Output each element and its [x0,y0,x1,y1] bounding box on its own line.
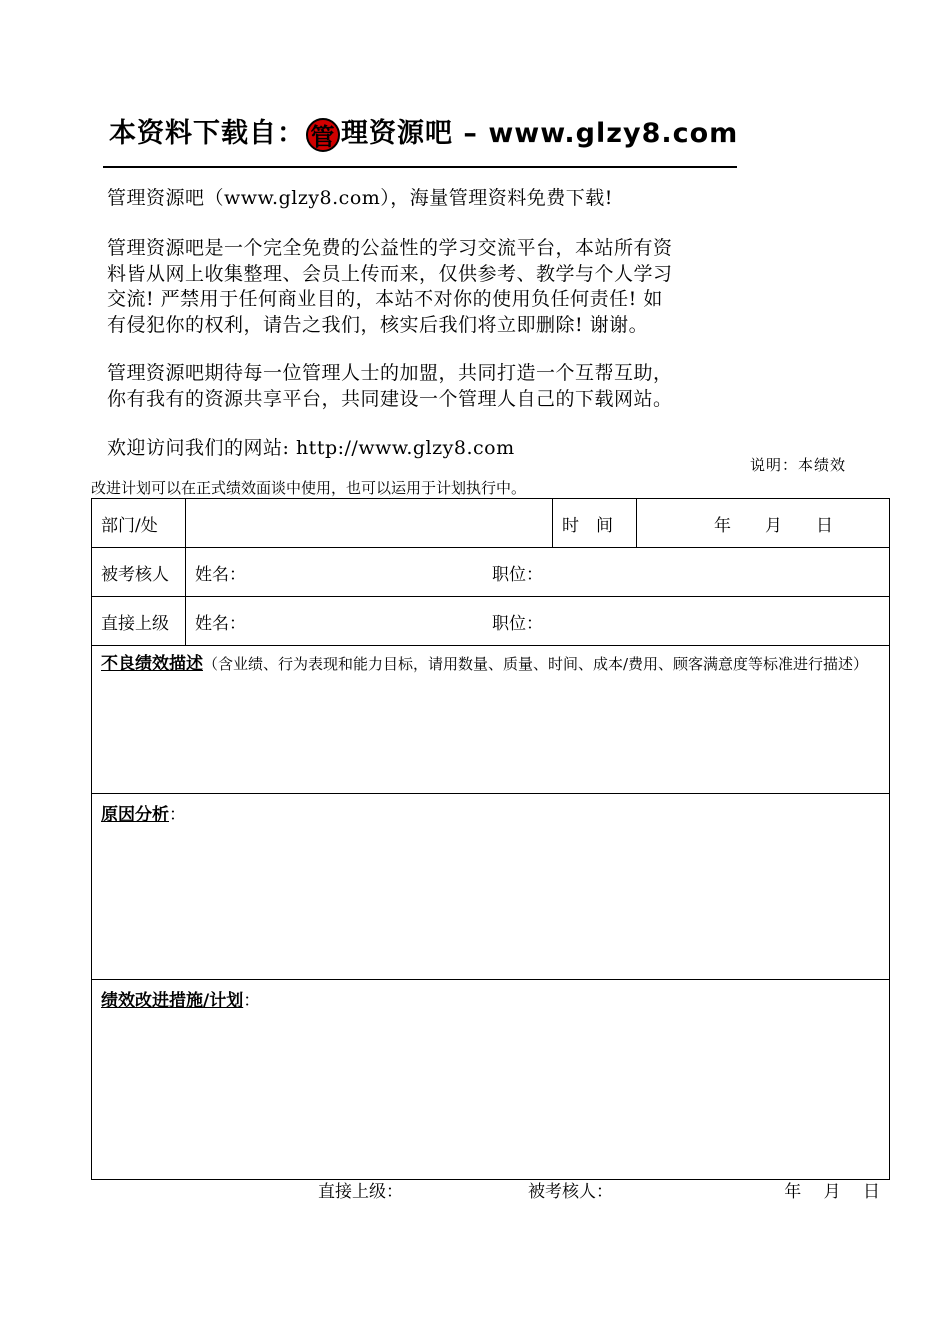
note-text-continued: 改进计划可以在正式绩效面谈中使用，也可以运用于计划执行中。 [91,479,527,497]
note-text-start: 说明：本绩效 [750,456,847,474]
intro-paragraph-invite [107,361,673,412]
banner-url[interactable]: www.glzy8.com [488,118,739,149]
dept-field[interactable] [186,499,553,548]
banner-prefix: 本资料下载自： [109,118,305,149]
improvement-plan-row [92,980,890,1180]
poor-performance-field[interactable] [92,646,890,794]
intro-text-line: 料皆从网上收集整理、会员上传而来，仅供参考、教学与个人学习 [107,262,673,285]
superior-label: 直接上级 [92,597,186,646]
banner-title [109,114,738,154]
superior-position-label: 职位： [492,613,543,634]
intro-text-line: 管理资源吧期待每一位管理人士的加盟，共同打造一个互帮互助， [107,362,673,384]
sign-date-label: 年 月 日 [784,1182,880,1202]
intro-text-line: 管理资源吧是一个完全免费的公益性的学习交流平台，本站所有资 [107,237,673,259]
reviewee-label: 被考核人 [92,548,186,597]
download-banner [103,108,743,170]
reviewee-info-field[interactable] [186,548,890,597]
improvement-plan-colon: ： [243,991,261,1011]
site-logo-icon: 管 [306,118,340,152]
banner-site-name: 理资源吧 [341,118,453,149]
improvement-plan-title: 绩效改进措施/计划 [101,991,244,1011]
dept-label: 部门/处 [92,499,186,548]
cause-analysis-title: 原因分析 [101,805,169,825]
banner-dash: – [453,118,489,149]
intro-paragraph-disclaimer [107,236,673,338]
visit-site-link[interactable]: 欢迎访问我们的网站: http://www.glzy8.com [107,437,515,459]
poor-performance-row [92,646,890,794]
superior-row [92,597,890,646]
banner-divider [103,166,737,168]
improvement-plan-field[interactable] [92,980,890,1202]
poor-performance-note: （含业绩、行为表现和能力目标，请用数量、质量、时间、成本/费用、顾客满意度等标准进行描述） [203,655,869,673]
cause-analysis-row [92,794,890,980]
cause-analysis-field[interactable] [92,794,890,980]
cause-analysis-colon: ： [169,805,186,825]
date-field[interactable]: 年 月 日 [637,499,890,548]
reviewee-name-label: 姓名： [195,564,246,585]
poor-performance-title: 不良绩效描述 [101,654,203,674]
reviewee-row [92,548,890,597]
intro-text-line: 你有我有的资源共享平台，共同建设一个管理人自己的下载网站。 [107,387,673,410]
sign-reviewee-label: 被考核人： [528,1182,613,1202]
superior-info-field[interactable] [186,597,890,646]
reviewee-position-label: 职位： [492,564,543,585]
intro-text-line: 有侵犯你的权利，请告之我们，核实后我们将立即删除! 谢谢。 [107,313,649,336]
superior-name-label: 姓名： [195,613,246,634]
performance-improvement-form [91,498,890,1202]
dept-row [92,499,890,548]
intro-text-line: 交流! 严禁用于任何商业目的，本站不对你的使用负任何责任! 如 [107,288,663,310]
time-label: 时 间 [553,499,637,548]
sign-superior-label: 直接上级： [318,1182,403,1202]
intro-line: 管理资源吧（www.glzy8.com），海量管理资料免费下载! [107,187,613,209]
